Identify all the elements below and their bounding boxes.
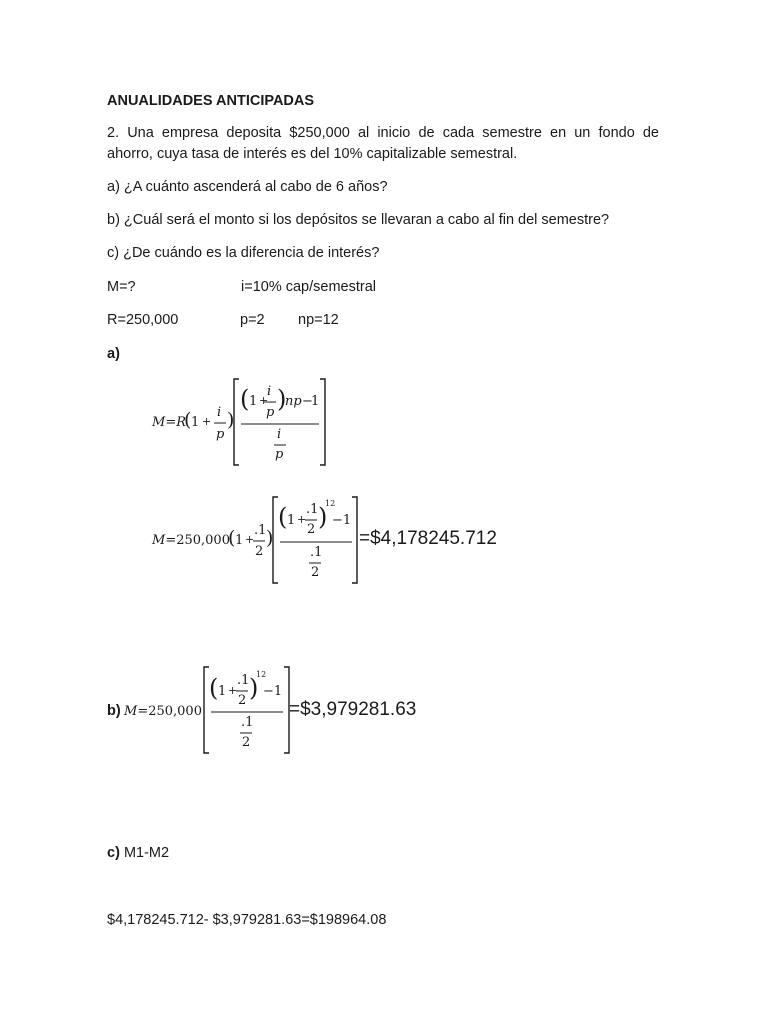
- inner-paren-open: (: [240, 385, 250, 413]
- problem-line-2: ahorro, cuya tasa de interés es del 10% capitalizable semestral.: [107, 146, 518, 162]
- sub-a-paren-open: (: [228, 527, 236, 549]
- formula-m: M: [152, 415, 166, 430]
- denom-frac-bar: [274, 444, 286, 446]
- sub-a-minus: −1: [332, 513, 352, 528]
- inner-one: 1: [249, 394, 258, 409]
- denom-i: i: [277, 427, 282, 442]
- formula-eq: =: [165, 415, 177, 430]
- formula-one-b: 1: [311, 394, 320, 409]
- formula-i-num: i: [217, 405, 222, 420]
- sub-b-paren-open: (: [209, 674, 219, 702]
- sub-b-amount: 250,000: [148, 704, 202, 719]
- question-a: a) ¿A cuánto ascenderá al cabo de 6 años?: [107, 179, 388, 195]
- sub-a-den: 2: [255, 544, 264, 559]
- sub-a-inner-den: 2: [307, 522, 316, 537]
- inner-frac-bar: [264, 401, 276, 403]
- sub-a-inner-paren-close: ): [318, 503, 328, 531]
- formula-bracket-right: [317, 378, 327, 466]
- inner-plus: +: [259, 394, 269, 407]
- formula-r: R: [176, 415, 187, 430]
- formula-minus: −: [302, 394, 313, 409]
- part-b-label: b): [107, 703, 121, 719]
- sub-a-plus: +: [245, 533, 255, 546]
- inner-p: p: [266, 405, 275, 420]
- sub-a-amount: 250,000: [176, 533, 230, 548]
- sub-b-num: .1: [237, 673, 250, 688]
- formula-main-frac-bar: [241, 423, 319, 425]
- sub-b-one: 1: [218, 684, 227, 699]
- sub-b-denom-num: .1: [241, 715, 254, 730]
- result-a: =$4,178245.712: [359, 528, 497, 549]
- given-r: R=250,000: [107, 312, 179, 328]
- given-m: M=?: [107, 279, 136, 295]
- given-i: i=10% cap/semestral: [241, 279, 376, 295]
- inner-paren-close: ): [277, 385, 287, 413]
- part-c-text: M1-M2: [123, 845, 170, 861]
- sub-a-one: 1: [235, 533, 244, 548]
- sub-b-plus: +: [228, 684, 238, 697]
- formula-np: np: [285, 394, 302, 409]
- part-a-label: a): [107, 346, 120, 362]
- sub-b-denom-den: 2: [242, 735, 251, 750]
- part-c-label: c): [107, 845, 120, 861]
- sub-a-m: M: [152, 533, 166, 548]
- formula-paren-close: ): [227, 409, 235, 431]
- part-c-calculation: $4,178245.712- $3,979281.63=$198964.08: [107, 912, 387, 928]
- sub-b-minus: −1: [263, 684, 283, 699]
- sub-a-inner-paren-open: (: [278, 503, 288, 531]
- sub-a-bracket-right: [349, 496, 359, 584]
- denom-p: p: [275, 447, 284, 462]
- sub-a-num: .1: [254, 523, 267, 538]
- sub-a-exponent: 12: [325, 499, 336, 508]
- sub-b-eq: =: [137, 704, 149, 719]
- sub-b-denom-frac-bar: [240, 732, 252, 734]
- sub-b-frac-bar: [236, 690, 248, 692]
- sub-a-denom-num: .1: [310, 545, 323, 560]
- inner-i: i: [267, 384, 272, 399]
- formula-plus: +: [202, 415, 212, 428]
- sub-a-inner-plus: +: [297, 513, 307, 526]
- sub-a-main-frac-bar: [280, 541, 352, 543]
- sub-a-denom-frac-bar: [309, 562, 321, 564]
- sub-a-denom-den: 2: [311, 565, 320, 580]
- problem-line-1-text: 2. Una empresa deposita $250,000 al inicio de cada semestre en un fondo de: [107, 125, 659, 141]
- sub-b-exponent: 12: [256, 670, 267, 679]
- sub-a-inner-frac-bar: [305, 519, 317, 521]
- sub-a-eq: =: [165, 533, 177, 548]
- sub-b-m: M: [124, 704, 138, 719]
- sub-b-den: 2: [238, 693, 247, 708]
- page-title: ANUALIDADES ANTICIPADAS: [107, 93, 315, 109]
- problem-line-1: [107, 125, 659, 141]
- sub-a-paren-close: ): [266, 527, 274, 549]
- sub-b-paren-close: ): [249, 674, 259, 702]
- formula-frac-bar-1: [214, 422, 226, 424]
- part-c-line: [107, 845, 169, 861]
- result-b: =$3,979281.63: [289, 699, 417, 720]
- given-np: np=12: [298, 312, 339, 328]
- question-b: b) ¿Cuál será el monto si los depósitos se llevaran a cabo al fin del semestre?: [107, 212, 610, 228]
- formula-p-den: p: [216, 427, 225, 442]
- sub-a-inner-one: 1: [287, 513, 296, 528]
- formula-one: 1: [191, 415, 200, 430]
- sub-b-main-frac-bar: [211, 711, 283, 713]
- formula-paren-open: (: [184, 409, 192, 431]
- question-c: c) ¿De cuándo es la diferencia de interés?: [107, 245, 380, 261]
- given-p: p=2: [240, 312, 265, 328]
- sub-a-frac-bar: [253, 540, 265, 542]
- sub-a-inner-num: .1: [306, 502, 319, 517]
